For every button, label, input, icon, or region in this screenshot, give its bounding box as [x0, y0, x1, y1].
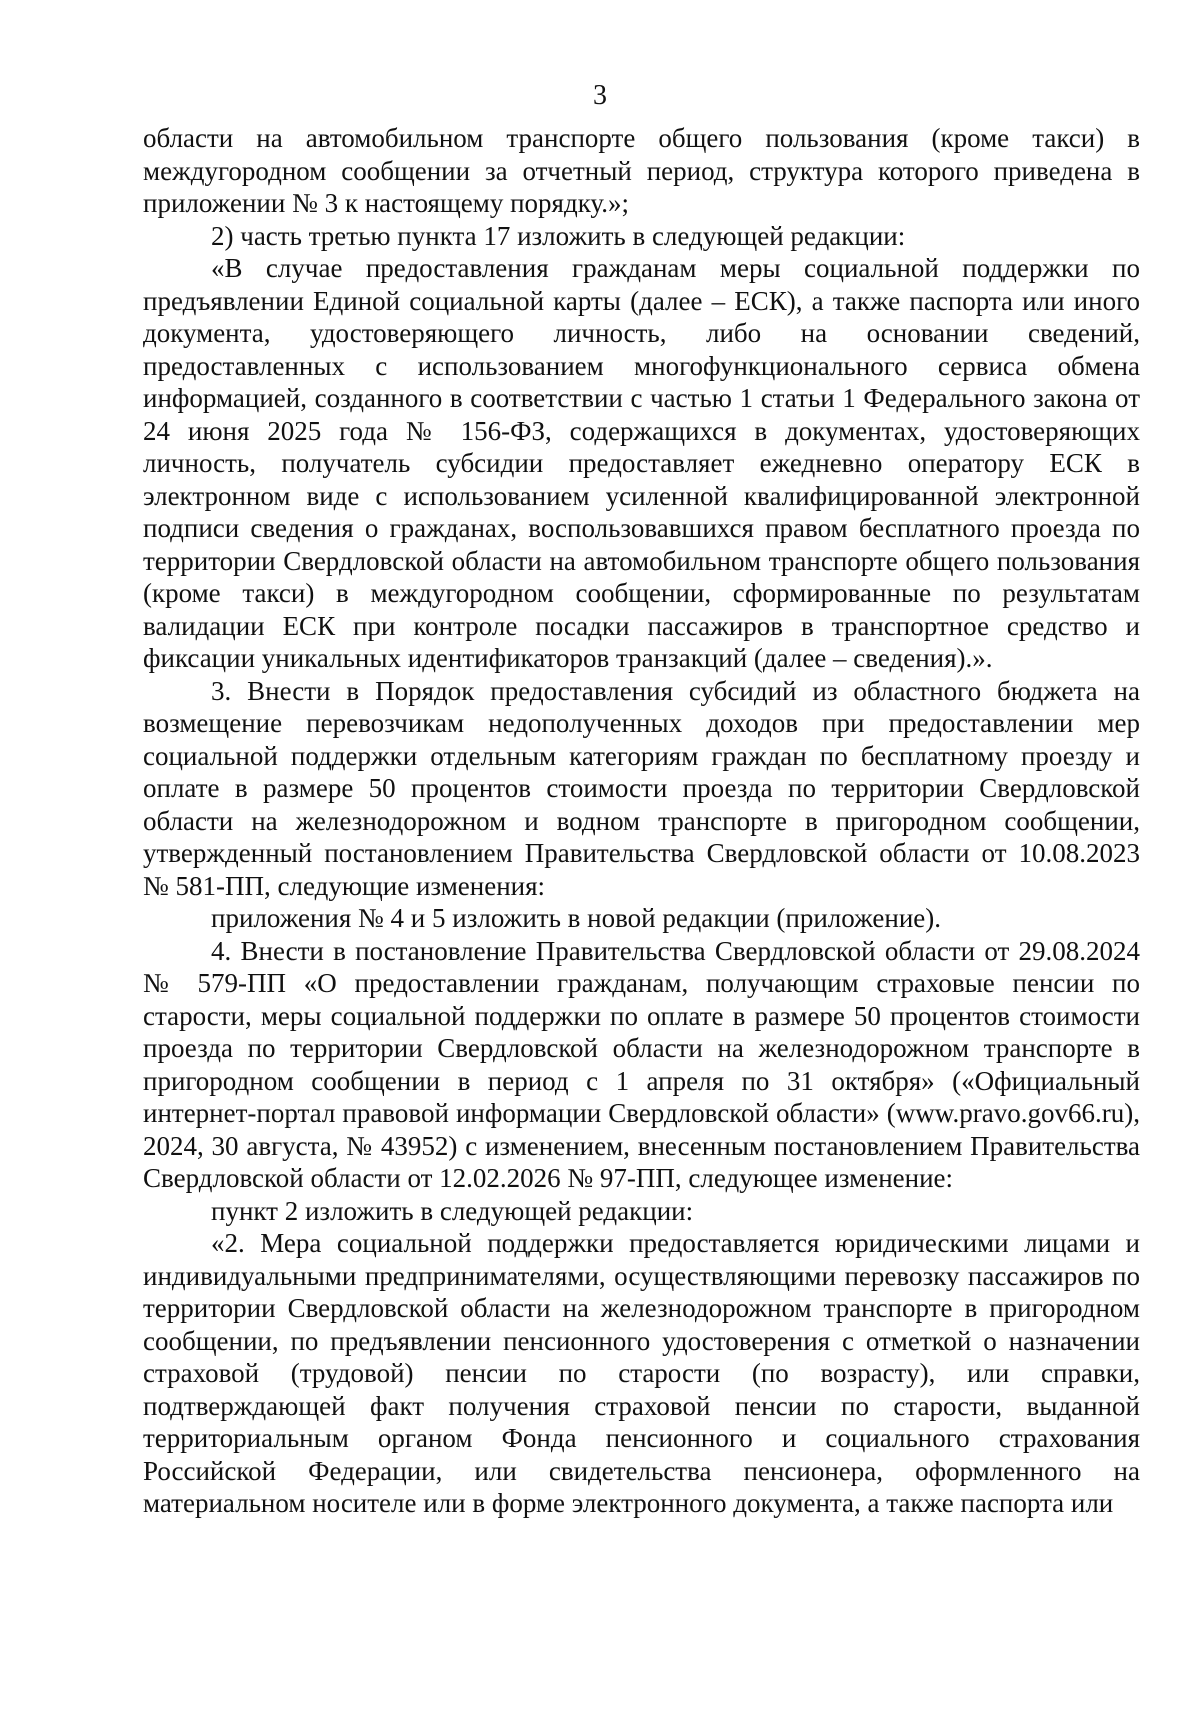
paragraph: области на автомобильном транспорте общего пользования (кроме такси) в междугородном сообщении за отчетный период, структура которого приведена в приложении № 3 к настоящему порядку.»;	[143, 123, 1140, 218]
paragraph: 2) часть третью пункта 17 изложить в следующей редакции:	[211, 220, 906, 251]
paragraph: «В случае предоставления гражданам меры социальной поддержки по предъявлении Единой социальной карты (далее – ЕСК), а также паспорта или иного документа, удостоверяющего личность, либо на основании сведений, предоставленных с использованием многофункционального сервиса обмена информацией, созданного в соответствии с частью 1 статьи 1 Федерального закона от 24 июня 2025 года № 156-ФЗ, содержащихся в документах, удостоверяющих личность, получатель субсидии предоставляет ежедневно оператору ЕСК в электронном виде с использованием усиленной квалифицированной электронной подписи сведения о гражданах, воспользовавшихся правом бесплатного проезда по территории Свердловской области на автомобильном транспорте общего пользования (кроме такси) в междугородном сообщении, сформированные по результатам валидации ЕСК при контроле посадки пассажиров в транспортное средство и фиксации уникальных идентификаторов транзакций (далее – сведения).».	[143, 253, 1140, 673]
paragraph: пункт 2 изложить в следующей редакции:	[211, 1195, 694, 1226]
page-number: 3	[593, 80, 607, 111]
paragraph: приложения № 4 и 5 изложить в новой редакции (приложение).	[211, 903, 942, 933]
paragraph: 4. Внести в постановление Правительства Свердловской области от 29.08.2024 № 579-ПП «О предоставлении гражданам, получающим страховые пенсии по старости, меры социальной поддержки по оплате в размере 50 процентов стоимости проезда по территории Свердловской области на железнодорожном транспорте в пригородном сообщении в период с 1 апреля по 31 октября» («Официальный интернет-портал правовой информации Свердловской области» (www.pravo.gov66.ru), 2024, 30 августа, № 43952) с изменением, внесенным постановлением Правительства Свердловской области от 12.02.2026 № 97-ПП, следующее изменение:	[143, 935, 1140, 1193]
paragraph: 3. Внести в Порядок предоставления субсидий из областного бюджета на возмещение перевозчикам недополученных доходов при предоставлении мер социальной поддержки отдельным категориям граждан по бесплатному проезду и оплате в размере 50 процентов стоимости проезда по территории Свердловской области на железнодорожном и водном транспорте в пригородном сообщении, утвержденный постановлением Правительства Свердловской области от 10.08.2023 № 581-ПП, следующие изменения:	[143, 675, 1140, 901]
paragraph: «2. Мера социальной поддержки предоставляется юридическими лицами и индивидуальными предпринимателями, осуществляющими перевозку пассажиров по территории Свердловской области на железнодорожном транспорте в пригородном сообщении, по предъявлении пенсионного удостоверения с отметкой о назначении страховой (трудовой) пенсии по старости (по возрасту), или справки, подтверждающей факт получения страховой пенсии по старости, выданной территориальным органом Фонда пенсионного и социального страхования Российской Федерации, или свидетельства пенсионера, оформленного на материальном носителе или в форме электронного документа, а также паспорта или	[143, 1228, 1140, 1518]
document-body	[143, 122, 1140, 1520]
